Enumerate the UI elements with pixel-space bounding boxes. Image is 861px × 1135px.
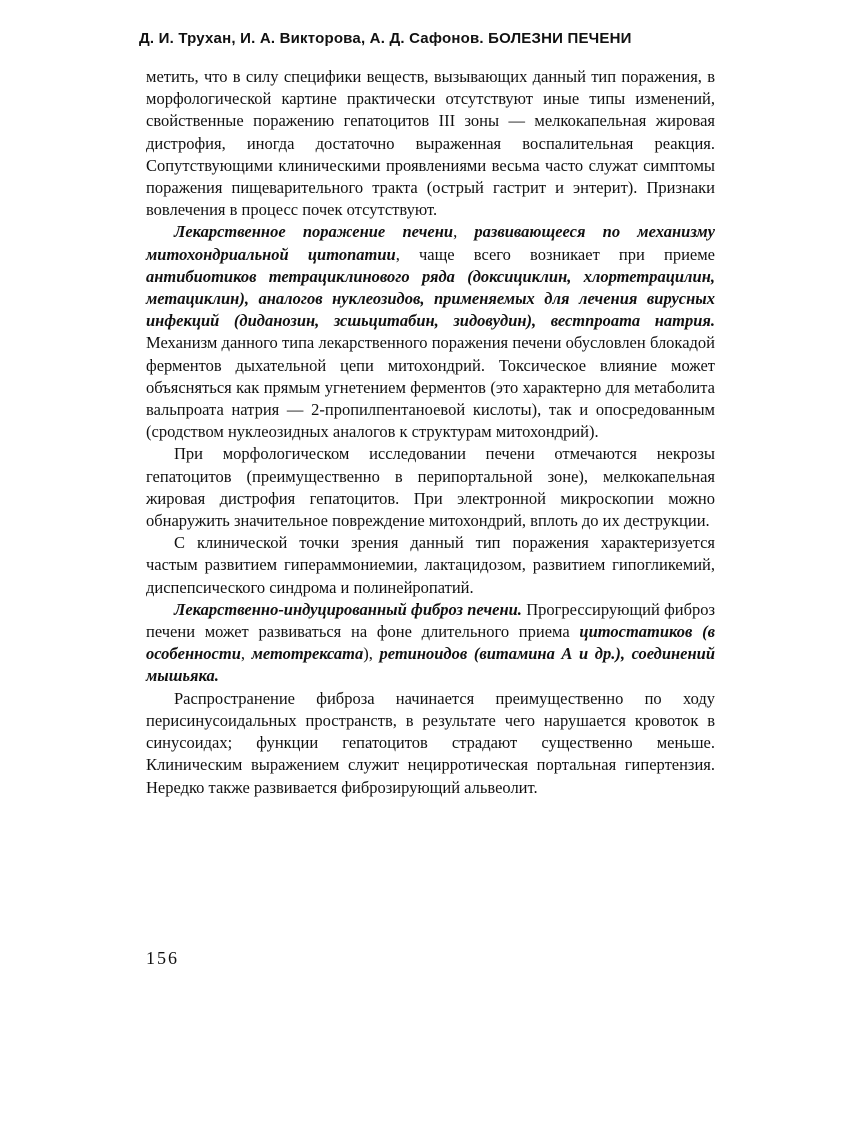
drug-list: антибиотиков тетрациклинового ряда (доксициклин, хлортетрацилин, метациклин), аналогов нуклеозидов, применяемых для лечения вирусных инфекций (диданозин, зсшьцитабин, зидовудин), вестпроата натрия. bbox=[146, 266, 715, 331]
paragraph-fibrosis-spread: Распространение фиброза начинается преимущественно по ходу перисинусоидальных пространств, в результате чего нарушается кровоток в синусоидах; функции гепатоцитов страдают существенно меньше. Клиническим выражением служит нецирротическая портальная гипертензия. Нередко также развивается фиброзирующий альвеолит. bbox=[146, 688, 715, 797]
term-drug-induced-fibrosis: Лекарственно-индуцированный фиброз печени. bbox=[174, 599, 522, 619]
paragraph-continuation: метить, что в силу специфики веществ, вызывающих данный тип поражения, в морфологической картине практически отсутствуют иные типы изменений, свойственные поражению гепатоцитов III зоны — мелкокапельная жировая дистрофия, иногда достаточно выраженная воспалительная реакция. Сопутствующими клиническими проявлениями весьма часто служат симптомы поражения пищеварительного тракта (острый гастрит и энтерит). Признаки вовлечения в процесс почек отсутствуют. bbox=[146, 67, 715, 220]
term-methotrexate: метотрексата bbox=[251, 644, 364, 664]
paragraph-clinical: С клинической точки зрения данный тип поражения характеризуется частым развитием гипераммониемии, лактацидозом, развитием гипогликемий, диспепсического синдрома и полинейропатий. bbox=[146, 533, 715, 597]
text-fragment: , bbox=[240, 644, 252, 664]
term-drug-liver-injury: Лекарственное поражение печени bbox=[174, 222, 454, 242]
text-fragment: Прогрессирующий фиброз печени может развиваться на фоне длительного приема bbox=[146, 599, 715, 642]
body-text bbox=[146, 66, 715, 799]
text-fragment: , bbox=[453, 222, 475, 242]
paragraph-fibrosis bbox=[146, 599, 715, 688]
term-mitochondrial-mechanism: развивающееся по механизму митохондриальной цитопатии bbox=[146, 222, 715, 264]
term-cytostatics: цитостатиков (в особенности bbox=[146, 622, 715, 664]
paragraph-mitochondrial-cytopathy bbox=[146, 221, 715, 443]
term-retinoids: ретиноидов (витамина А и др.), соединений мышьяка. bbox=[146, 644, 716, 686]
text-fragment: ), bbox=[363, 644, 380, 664]
text-fragment: , чаще всего возникает при приеме bbox=[395, 244, 715, 264]
page-number: 156 bbox=[146, 948, 179, 968]
running-header: Д. И. Трухан, И. А. Викторова, А. Д. Сафонов. БОЛЕЗНИ ПЕЧЕНИ bbox=[139, 30, 632, 47]
paragraph-morphology: При морфологическом исследовании печени отмечаются некрозы гепатоцитов (преимущественно в перипортальной зоне), мелкокапельная жировая дистрофия гепатоцитов. При электронной микроскопии можно обнаружить значительное повреждение митохондрий, вплоть до их деструкции. bbox=[146, 444, 715, 531]
text-fragment: Механизм данного типа лекарственного поражения печени обусловлен блокадой ферментов дыхательной цепи митохондрий. Токсическое влияние может объясняться как прямым угнетением ферментов (это характерно для метаболита вальпроата натрия — 2-пропилпентаноевой кислоты), так и опосредованным (сродством нуклеозидных аналогов к структурам митохондрий). bbox=[146, 333, 715, 442]
